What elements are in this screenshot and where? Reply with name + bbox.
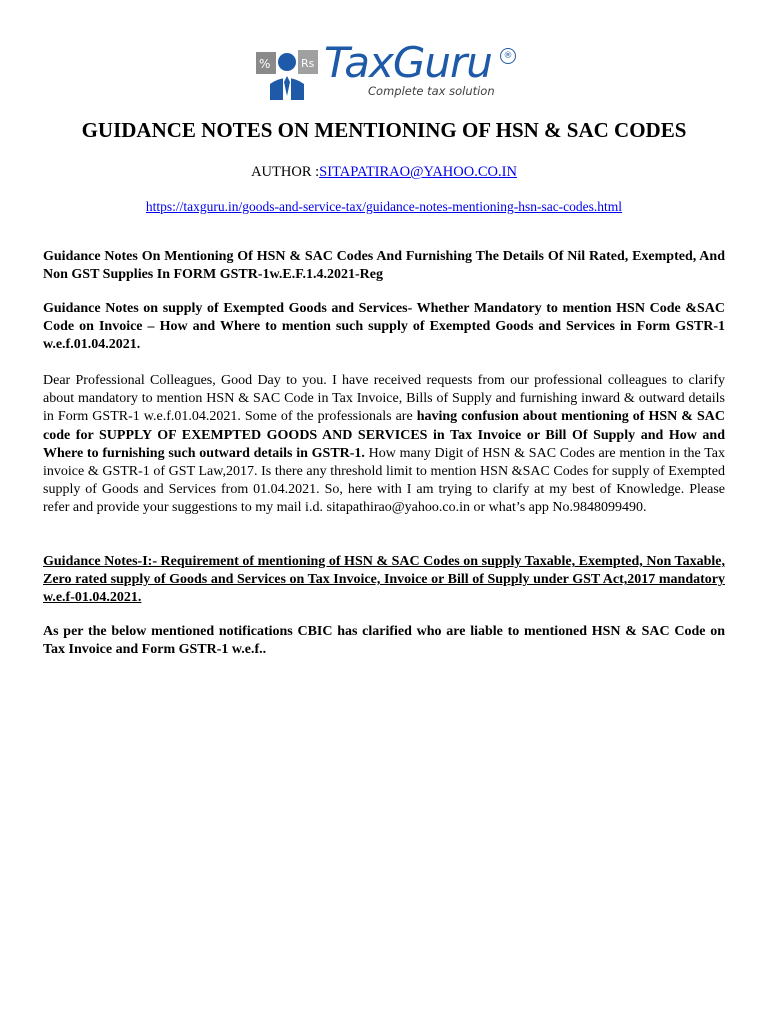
author-email-link[interactable]: SITAPATIRAO@YAHOO.CO.IN <box>319 164 517 180</box>
heading-1: Guidance Notes On Mentioning Of HSN & SAC Codes And Furnishing The Details Of Nil Rated, Exempted, And Non GST Supplies In FORM GSTR-1w.E.F.1.4.2021-Reg <box>43 249 725 283</box>
registered-mark: ® <box>500 48 516 64</box>
body-text-1: Dear Professional Colleagues, Good Day to you. I have received requests from our professional colleagues to clarify about mandatory to mention HSN & SAC Code in Tax Invoice, Bills of Supply and furnishing inward & outward details in Form GSTR-1 w.e.f.01.04.2021. Some of the professionals are <box>43 373 725 425</box>
source-url-link[interactable]: https://taxguru.in/goods-and-service-tax/guidance-notes-mentioning-hsn-sac-codes.html <box>145 199 623 214</box>
body-bold-text: having confusion about mentioning of HSN & SAC code for SUPPLY OF EXEMPTED GOODS AND SERVICES in Tax Invoice or Bill Of Supply and How and Where to furnishing such outward details in GSTR-1. <box>43 409 726 461</box>
taxguru-logo-mark-icon <box>256 44 318 100</box>
logo-name: TaxGuru <box>324 38 492 87</box>
author-line <box>40 164 728 181</box>
document-title: GUIDANCE NOTES ON MENTIONING OF HSN & SAC CODES <box>81 118 687 142</box>
author-label: AUTHOR : <box>251 164 320 180</box>
heading-2: Guidance Notes on supply of Exempted Goods and Services- Whether Mandatory to mention HSN Code &SAC Code on Invoice – How and Where to mention such supply of Exempted Goods and Services in Form GSTR-1 w.e.f.01.04.2021. <box>43 301 725 353</box>
svg-text:Rs: Rs <box>301 57 315 70</box>
svg-text:%: % <box>259 57 271 71</box>
logo-tagline: Complete tax solution <box>368 84 495 98</box>
heading-3: Guidance Notes-I:- Requirement of mentioning of HSN & SAC Codes on supply Taxable, Exempted, Non Taxable, Zero rated supply of Goods and Services on Tax Invoice, Invoice or Bill of Supply under GST Act,2017 mandatory w.e.f-01.04.2021. <box>43 554 725 606</box>
heading-4: As per the below mentioned notifications CBIC has clarified who are liable to mentioned HSN & SAC Code on Tax Invoice and Form GSTR-1 w.e.f.. <box>43 624 725 658</box>
taxguru-logo <box>256 40 518 106</box>
body-paragraph <box>43 372 725 518</box>
source-url-line <box>40 199 728 215</box>
body-text-2: How many Digit of HSN & SAC Codes are mention in the Tax invoice & GSTR-1 of GST Law,2017. Is there any threshold limit to mention HSN &SAC Codes for supply of Exempted supply of Goods and Services from 01.04.2021. So, here with I am trying to clarify at my best of Knowledge. Please refer and provide your suggestions to my mail i.d. sitapathirao@yahoo.co.in or what’s app No.9848099490. <box>43 445 725 516</box>
